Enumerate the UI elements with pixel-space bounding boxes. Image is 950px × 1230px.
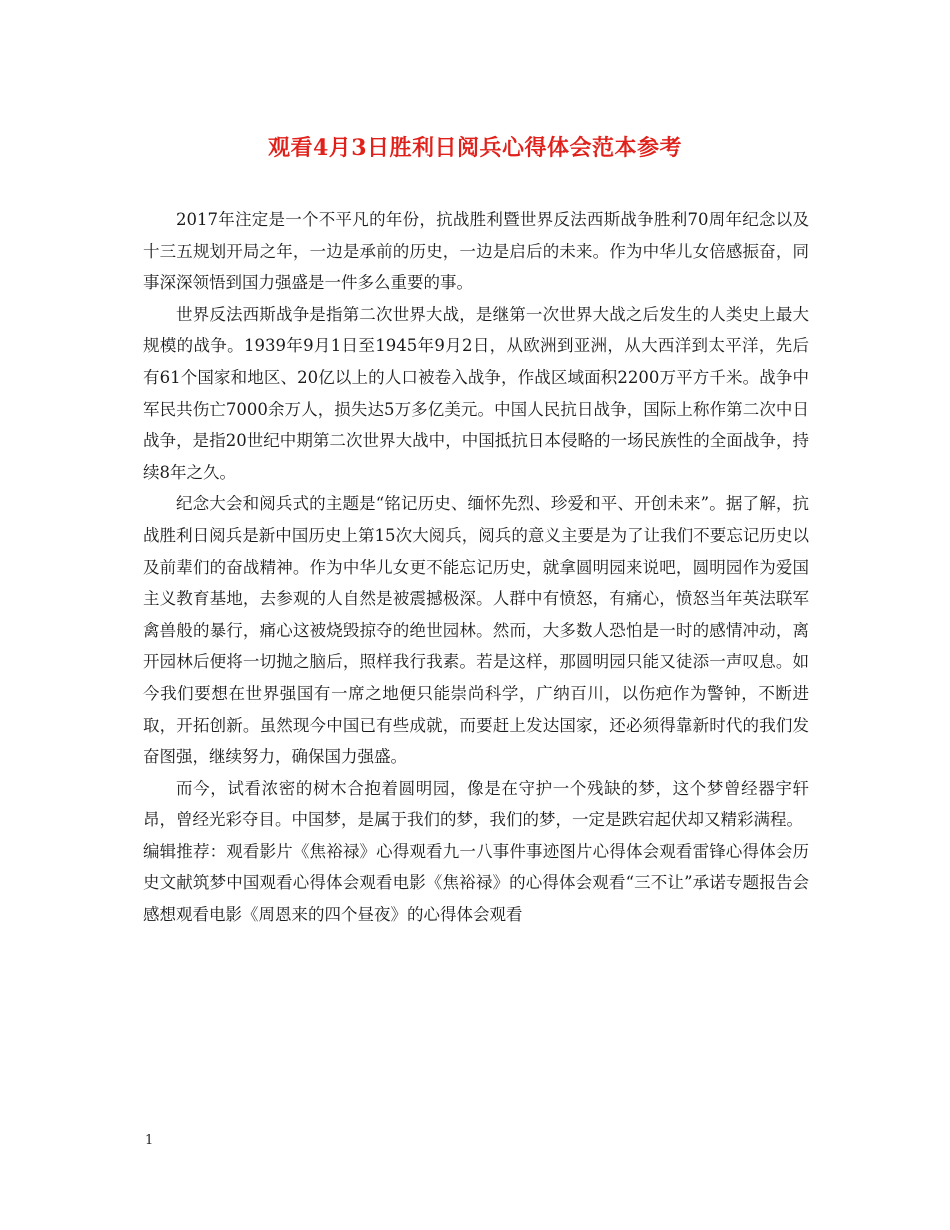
document-body [143,204,809,931]
page-number: 1 [145,1133,154,1148]
recommend-paragraph: 编辑推荐：观看影片《焦裕禄》心得观看九一八事件事迹图片心得体会观看雷锋心得体会历史文献筑梦中国观看心得体会观看电影《焦裕禄》的心得体会观看“三不让”承诺专题报告会感想观看电影《周恩来的四个昼夜》的心得体会观看 [143,841,809,925]
paragraph-3: 纪念大会和阅兵式的主题是“铭记历史、缅怀先烈、珍爱和平、开创未来”。据了解，抗战胜利日阅兵是新中国历史上第15次大阅兵，阅兵的意义主要是为了让我们不要忘记历史以及前辈们的奋战精神。作为中华儿女更不能忘记历史，就拿圆明园来说吧，圆明园作为爱国主义教育基地，去参观的人自然是被震撼极深。人群中有愤怒，有痛心，愤怒当年英法联军禽兽般的暴行，痛心这被烧毁掠夺的绝世园林。然而，大多数人恐怕是一时的感情冲动，离开园林后便将一切抛之脑后，照样我行我素。若是这样，那圆明园只能又徒添一声叹息。如今我们要想在世界强国有一席之地便只能崇尚科学，广纳百川，以伤疤作为警钟，不断进取，开拓创新。虽然现今中国已有些成就，而要赶上发达国家，还必须得靠新时代的我们发奋图强，继续努力，确保国力强盛。 [143,494,809,767]
paragraph-4: 而今，试看浓密的树木合抱着圆明园，像是在守护一个残缺的梦，这个梦曾经器宇轩昂，曾经光彩夺目。中国梦，是属于我们的梦，我们的梦，一定是跌宕起伏却又精彩满程。 [143,778,809,830]
paragraph-1: 2017年注定是一个不平凡的年份，抗战胜利暨世界反法西斯战争胜利70周年纪念以及十三五规划开局之年，一边是承前的历史，一边是启后的未来。作为中华儿女倍感振奋，同事深深领悟到国力强盛是一件多么重要的事。 [143,210,809,293]
document-title: 观看4月3日胜利日阅兵心得体会范本参考 [267,135,683,161]
paragraph-2: 世界反法西斯战争是指第二次世界大战，是继第一次世界大战之后发生的人类史上最大规模的战争。1939年9月1日至1945年9月2日，从欧洲到亚洲，从大西洋到太平洋，先后有61个国家和地区、20亿以上的人口被卷入战争，作战区域面积2200万平方千米。战争中军民共伤亡7000余万人，损失达5万多亿美元。中国人民抗日战争，国际上称作第二次中日战争，是指20世纪中期第二次世界大战中，中国抵抗日本侵略的一场民族性的全面战争，持续8年之久。 [143,304,809,482]
